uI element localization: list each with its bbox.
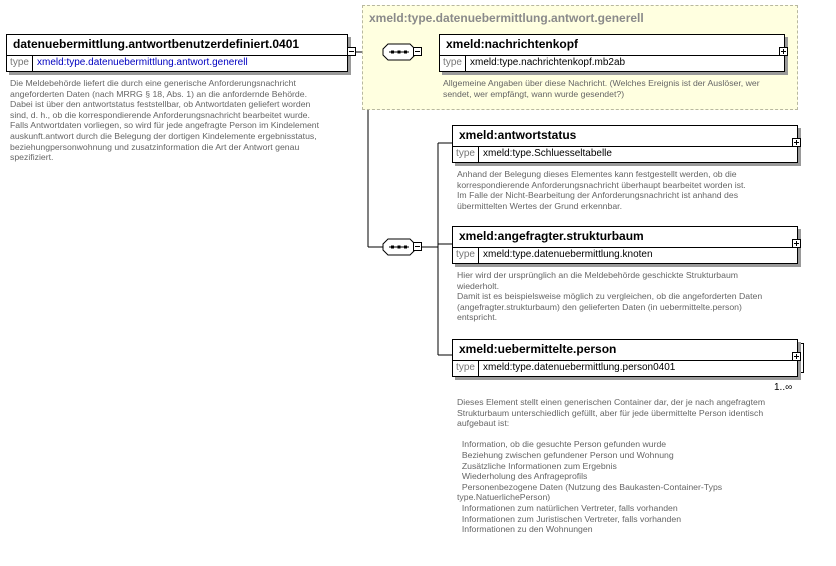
- type-row: [453, 247, 797, 263]
- type-label: type: [440, 56, 466, 71]
- collapse-minus-icon[interactable]: [413, 242, 422, 251]
- element-documentation: Dieses Element stellt einen generischen Container dar, der je nach angefragtem Strukturbaum unterschiedlich gefüllt, aber für jede übermittelte Person identisch aufgebaut ist: Information, ob die gesuchte Person gefunden wurde Beziehung zwischen gefundener Person und Wohnung Zusätzliche Informationen zum Ergebnis Wiederholung des Anfrageprofils Personenbezogene Daten (Nutzung des Baukasten-Container-Typs type.NatuerlichePerson) Informationen zum natürlichen Vertreter, falls vorhanden Informationen zum Juristischen Vertreter, falls vorhanden Informationen zu den Wohnungen: [457, 397, 766, 535]
- root-type-label: type: [7, 56, 33, 71]
- expand-plus-icon[interactable]: [792, 138, 801, 147]
- root-type-link[interactable]: xmeld:type.datenuebermittlung.antwort.generell: [37, 57, 248, 68]
- element-documentation: Anhand der Belegung dieses Elementes kann festgestellt werden, ob die korrespondierende Anforderungsnachricht überhaupt bearbeitet worden ist. Im Falle der Nicht-Bearbeitung der Anforderungsnachricht ist anhand des übermittelten Wertes der Grund erkennbar.: [457, 169, 746, 211]
- element-name: xmeld:nachrichtenkopf: [446, 37, 579, 51]
- sequence-compositor-icon[interactable]: [382, 43, 416, 61]
- expand-plus-icon[interactable]: [792, 352, 801, 361]
- element-angefragter-strukturbaum[interactable]: [452, 226, 798, 264]
- element-name: xmeld:angefragter.strukturbaum: [459, 229, 644, 243]
- extension-title: xmeld:type.datenuebermittlung.antwort.generell: [369, 11, 644, 25]
- element-documentation: Allgemeine Angaben über diese Nachricht. (Welches Ereignis ist der Auslöser, wer sendet, wer empfängt, wann wurde gesendet?): [443, 78, 760, 99]
- expand-plus-icon[interactable]: [792, 239, 801, 248]
- type-value: xmeld:type.datenuebermittlung.knoten: [483, 249, 653, 260]
- type-value: xmeld:type.datenuebermittlung.person0401: [483, 362, 676, 373]
- type-value: xmeld:type.Schluesseltabelle: [483, 148, 612, 159]
- type-value: xmeld:type.nachrichtenkopf.mb2ab: [470, 57, 626, 68]
- element-name: xmeld:uebermittelte.person: [459, 342, 617, 356]
- element-antwortstatus[interactable]: [452, 125, 798, 163]
- root-type-row: [7, 55, 347, 71]
- root-element-box[interactable]: [6, 34, 348, 72]
- collapse-minus-icon[interactable]: [347, 47, 356, 56]
- type-label: type: [453, 147, 479, 162]
- collapse-minus-icon[interactable]: [413, 47, 422, 56]
- type-row: [453, 360, 797, 376]
- sequence-compositor-icon[interactable]: [382, 238, 416, 256]
- type-row: [440, 55, 784, 71]
- element-nachrichtenkopf[interactable]: [439, 34, 785, 72]
- type-label: type: [453, 361, 479, 376]
- type-label: type: [453, 248, 479, 263]
- root-documentation: Die Meldebehörde liefert die durch eine generische Anforderungsnachricht angeforderten Daten (nach MRRG § 18, Abs. 1) an die anfordernde Behörde. Dabei ist über den antwortstatus feststellbar, ob Antwortdaten geliefert worden sind, d. h., ob die korrespondierende Anforderungsnachricht bearbeitet wurde. Falls Antwortdaten vorliegen, so wird für jede angefragte Person im Kindelement auskunft.antwort durch die Belegung der dortigen Kindelemente ergebnisstatus, beziehungpersonwohnung und zusatzinformation die Art der Antwort genau spezifiziert.: [10, 78, 320, 163]
- expand-plus-icon[interactable]: [779, 47, 788, 56]
- element-name: xmeld:antwortstatus: [459, 128, 577, 142]
- cardinality-label: 1..∞: [774, 382, 793, 393]
- type-row: [453, 146, 797, 162]
- element-uebermittelte-person[interactable]: [452, 339, 798, 377]
- element-documentation: Hier wird der ursprünglich an die Meldebehörde geschickte Strukturbaum wiederholt. Damit ist es beispielsweise möglich zu vergleichen, ob die angeforderten Daten (angefragter.strukturbaum) den gelieferten Daten (in uebermittelte.person) entspricht.: [457, 270, 763, 323]
- root-element-name: datenuebermittlung.antwortbenutzerdefiniert.0401: [13, 37, 300, 51]
